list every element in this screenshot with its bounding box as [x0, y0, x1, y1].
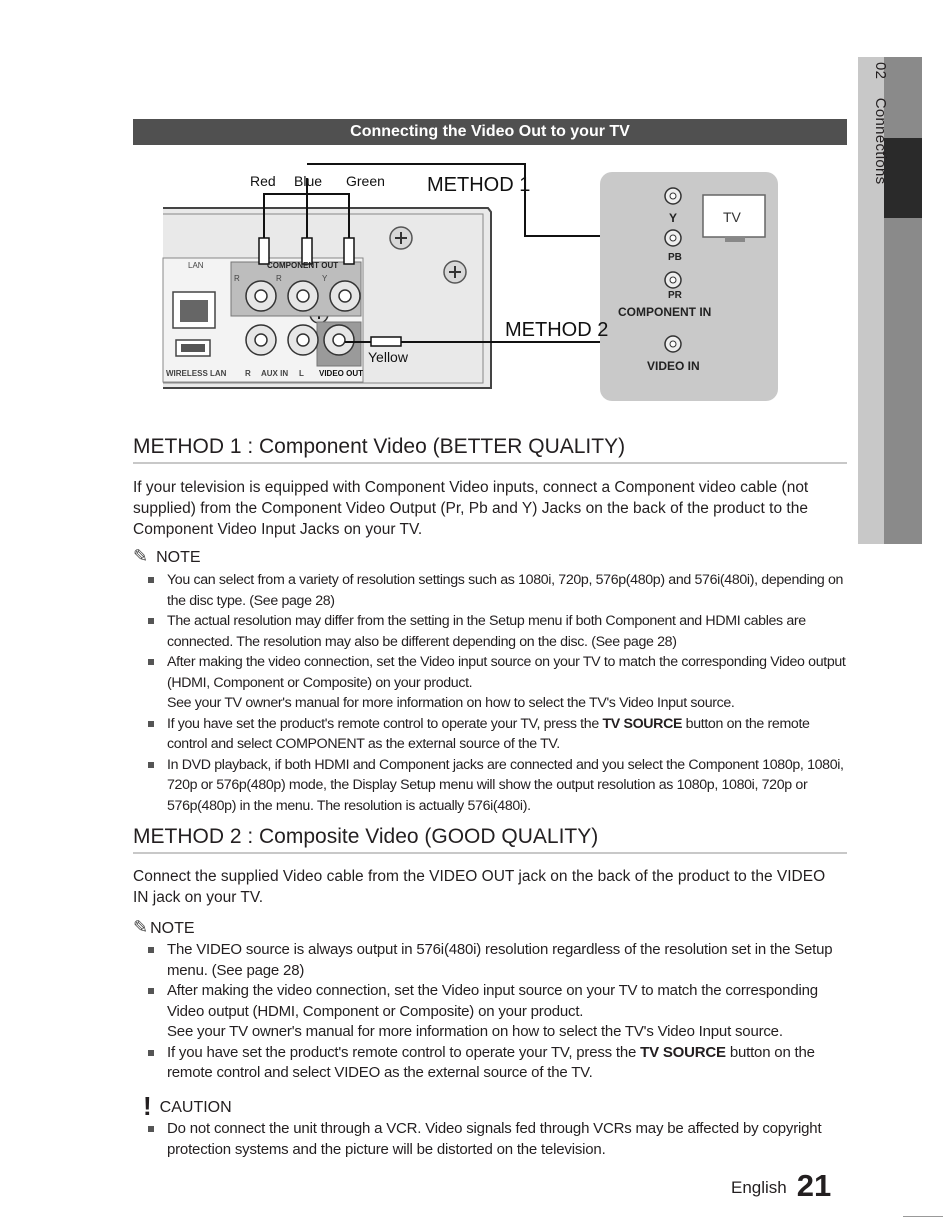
- method1-paragraph: If your television is equipped with Component Video inputs, connect a Component video cable (not supplied) from the Component Video Output (Pr, Pb and Y) Jacks on the back of the product to the Component Video Input Jacks on your TV.: [133, 479, 809, 538]
- label-wireless-lan: WIRELESS LAN: [166, 369, 227, 378]
- side-tab-stripe: [884, 57, 922, 544]
- label-blue: Blue: [294, 173, 323, 189]
- label-pb: PB: [668, 252, 682, 263]
- caution-label: CAUTION: [159, 1099, 232, 1116]
- label-video-in: VIDEO IN: [647, 359, 700, 373]
- footer-language: English: [731, 1178, 787, 1197]
- section-banner: Connecting the Video Out to your TV: [133, 119, 847, 145]
- pencil-icon: ✎: [133, 917, 149, 937]
- label-jack-r: R: [234, 274, 240, 283]
- method1-notes: [145, 570, 849, 816]
- list-item: After making the video connection, set the Video input source on your TV to match the corresponding Video output (HDMI, Component or Composite) on your product. See your TV owner's manual for more information on how to select the TV's Video Input source.: [145, 652, 849, 714]
- label-yellow: Yellow: [368, 349, 408, 365]
- list-item: If you have set the product's remote control to operate your TV, press the TV SOURCE button on the remote control and select VIDEO as the external source of the TV.: [145, 1043, 849, 1084]
- method2-notes: [145, 940, 849, 1084]
- page-number: 21: [796, 1168, 832, 1203]
- list-item: After making the video connection, set the Video input source on your TV to match the corresponding Video output (HDMI, Component or Composite) on your product. See your TV owner's manual for more information on how to select the TV's Video Input source.: [145, 981, 849, 1043]
- label-method2: METHOD 2: [505, 319, 609, 341]
- footer-rule: [903, 1216, 943, 1217]
- method1-heading: METHOD 1 : Component Video (BETTER QUALITY): [133, 435, 847, 464]
- label-r: R: [245, 369, 251, 378]
- exclamation-icon: !: [143, 1091, 152, 1121]
- method1-note-heading: [133, 546, 201, 567]
- list-item: You can select from a variety of resolution settings such as 1080i, 720p, 576p(480p) and 576i(480i), depending on the disc type. (See page 28): [145, 570, 849, 611]
- chapter-number: 02: [872, 62, 889, 80]
- label-component-out: COMPONENT OUT: [267, 261, 339, 270]
- label-y: Y: [669, 211, 678, 225]
- note-label: NOTE: [150, 920, 195, 937]
- page-footer: [731, 1168, 831, 1204]
- caution-list: [145, 1119, 849, 1160]
- list-item: The VIDEO source is always output in 576i(480i) resolution regardless of the resolution set in the Setup menu. (See page 28): [145, 940, 849, 981]
- list-item: The actual resolution may differ from the setting in the Setup menu if both Component and HDMI cables are connected. The resolution may also be different depending on the disc. (See page 28): [145, 611, 849, 652]
- method2-note-heading: [133, 917, 195, 938]
- label-tv: TV: [723, 209, 741, 225]
- label-video-out: VIDEO OUT: [319, 369, 364, 378]
- chapter-title: Connections: [872, 97, 889, 185]
- label-red: Red: [250, 173, 276, 189]
- label-component-in: COMPONENT IN: [618, 305, 712, 319]
- side-tab-label: [872, 62, 889, 184]
- label-jack-y: Y: [322, 274, 328, 283]
- list-item: Do not connect the unit through a VCR. Video signals fed through VCRs may be affected by copyright protection systems and the picture will be distorted on the television.: [145, 1119, 849, 1160]
- side-tab-marker: [884, 138, 922, 218]
- label-jack-r2: R: [276, 274, 282, 283]
- label-l: L: [299, 369, 304, 378]
- list-item: If you have set the product's remote control to operate your TV, press the TV SOURCE button on the remote control and select COMPONENT as the external source of the TV.: [145, 714, 849, 755]
- list-item: In DVD playback, if both HDMI and Component jacks are connected and you select the Component 1080p, 1080i, 720p or 576p(480p) mode, the Display Setup menu will show the output resolution as 1080p, 1080i, 720p or 576p(480p) in the menu. The resolution is actually 576i(480i).: [145, 755, 849, 817]
- note-label: NOTE: [156, 549, 201, 566]
- label-method1: METHOD 1: [427, 174, 531, 196]
- label-green: Green: [346, 173, 385, 189]
- pencil-icon: ✎: [133, 546, 149, 566]
- connection-diagram: [133, 150, 847, 410]
- label-lan: LAN: [188, 261, 204, 270]
- method2-paragraph: Connect the supplied Video cable from the VIDEO OUT jack on the back of the product to the VIDEO IN jack on your TV.: [133, 868, 826, 906]
- method2-heading: METHOD 2 : Composite Video (GOOD QUALITY): [133, 825, 847, 854]
- label-aux-in: AUX IN: [261, 369, 289, 378]
- label-pr: PR: [668, 290, 682, 301]
- product-back-panel: [163, 208, 491, 388]
- caution-heading: [143, 1091, 232, 1122]
